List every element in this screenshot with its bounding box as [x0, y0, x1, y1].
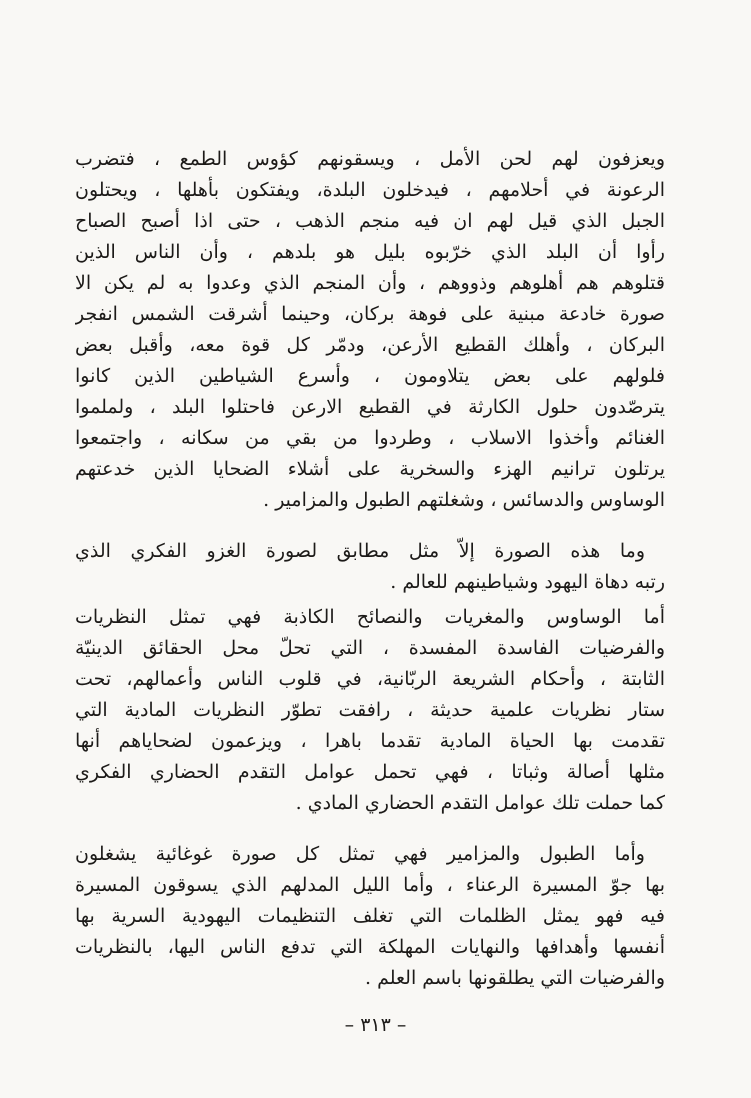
text-line: الوساوس والدسائس ، وشغلتهم الطبول والمزامير .	[263, 489, 665, 511]
text-line: فيه فهو يمثل الظلمات التي تغلف التنظيمات اليهودية السرية بها	[75, 905, 665, 927]
text-line: والفرضيات التي يطلقونها باسم العلم .	[365, 967, 665, 989]
text-line: الجبل الذي قيل لهم ان فيه منجم الذهب ، حتى اذا أصبح الصباح	[75, 210, 665, 232]
text-line: صورة خادعة مبنية على فوهة بركان، وحينما أشرقت الشمس انفجر	[75, 303, 665, 325]
paragraph-3	[75, 602, 665, 819]
text-line: تقدمت بها الحياة المادية تقدما باهرا ، ويزعمون لضحاياهم أنها	[75, 730, 665, 752]
text-line: والفرضيات الفاسدة المفسدة ، التي تحلّ محل الحقائق الدينيّة	[75, 637, 665, 659]
paragraph-2	[75, 536, 665, 598]
text-line: وأما الطبول والمزامير فهي تمثل كل صورة غوغائية يشغلون	[75, 843, 645, 865]
text-line: يترصّدون حلول الكارثة في القطيع الارعن فاحتلوا البلد ، ولملموا	[75, 396, 665, 418]
text-line: ستار نظريات علمية حديثة ، رافقت تطوّر النظريات المادية التي	[75, 699, 665, 721]
text-line: الرعونة في أحلامهم ، فيدخلون البلدة، ويفتكون بأهلها ، ويحتلون	[75, 179, 665, 201]
text-line: مثلها أصالة وثباتا ، فهي تحمل عوامل التقدم الحضاري الفكري	[75, 761, 665, 783]
text-line: رأوا أن البلد الذي خرّبوه بليل هو بلدهم ، وأن الناس الذين	[75, 241, 665, 263]
text-line: قتلوهم هم أهلوهم وذووهم ، وأن المنجم الذي وعدوا به لم يكن الا	[75, 272, 665, 294]
text-line: البركان ، وأهلك القطيع الأرعن، ودمّر كل قوة معه، وأقبل بعض	[75, 334, 665, 356]
text-line: أما الوساوس والمغريات والنصائح الكاذبة فهي تمثل النظريات	[75, 606, 665, 628]
text-line: وما هذه الصورة إلاّ مثل مطابق لصورة الغزو الفكري الذي	[75, 540, 646, 562]
paragraph-1	[75, 144, 665, 516]
paragraph-4	[75, 839, 665, 994]
text-line: كما حملت تلك عوامل التقدم الحضاري المادي .	[295, 792, 665, 814]
text-line: فلولهم على بعض يتلاومون ، وأسرع الشياطين الذين كانوا	[75, 365, 665, 387]
text-line: بها جوّ المسيرة الرعناء ، وأما الليل المدلهم الذي يسوقون المسيرة	[75, 874, 665, 896]
text-line: أنفسها وأهدافها والنهايات المهلكة التي تدفع الناس اليها، بالنظريات	[75, 936, 665, 958]
text-line: الغنائم وأخذوا الاسلاب ، وطردوا من بقي من سكانه ، واجتمعوا	[75, 427, 665, 449]
text-line: رتبه دهاة اليهود وشياطينهم للعالم .	[390, 571, 665, 593]
text-line: يرتلون ترانيم الهزء والسخرية على أشلاء الضحايا الذين خدعتهم	[75, 458, 665, 480]
page-number: – ٣١٣ –	[344, 1014, 407, 1036]
text-line: الثابتة ، وأحكام الشريعة الربّانية، في قلوب الناس وأعمالهم، تحت	[75, 668, 665, 690]
text-line: ويعزفون لهم لحن الأمل ، ويسقونهم كؤوس الطمع ، فتضرب	[75, 148, 665, 170]
